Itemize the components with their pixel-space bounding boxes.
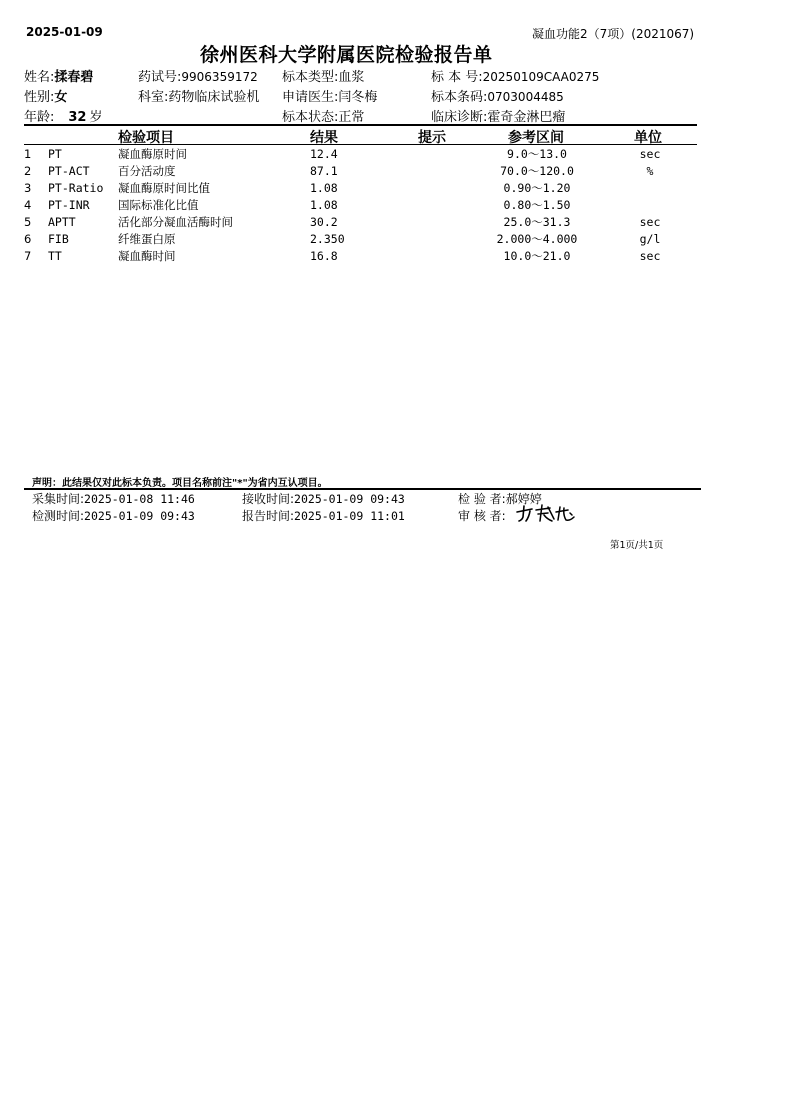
report-title: 徐州医科大学附属医院检验报告单 [200, 44, 493, 66]
specimen-state: 正常 [338, 110, 365, 125]
header-unit: 单位 [634, 130, 662, 146]
specimen-no-label: 标 本 号: [431, 70, 483, 85]
patient-name-label: 姓名: [24, 70, 55, 85]
row-result: 16.8 [310, 249, 338, 263]
row-item-name: 纤维蛋白原 [118, 232, 176, 246]
inspector: 郝婷婷 [505, 492, 542, 506]
dept-field [138, 86, 259, 105]
patient-name-field [24, 66, 93, 85]
patient-sex: 女 [54, 90, 68, 105]
dept: 药物临床试验机 [168, 90, 260, 105]
report-time-label: 报告时间: [242, 509, 295, 523]
test-time: 2025-01-09 09:43 [84, 509, 195, 523]
test-time-label: 检测时间: [32, 509, 85, 523]
diagnosis: 霍奇金淋巴瘤 [487, 110, 566, 125]
doctor-field [282, 86, 377, 105]
row-index: 6 [24, 232, 32, 246]
row-result: 12.4 [310, 147, 338, 161]
row-index: 7 [24, 249, 32, 263]
print-date: 2025-01-09 [26, 25, 103, 39]
row-item-name: 百分活动度 [118, 164, 176, 178]
test-time-field [32, 507, 195, 524]
row-code: TT [48, 249, 62, 263]
table-row [0, 163, 788, 180]
trial-no-label: 药试号: [138, 70, 182, 85]
row-unit: sec [639, 249, 661, 263]
row-code: PT-INR [48, 198, 90, 212]
row-index: 5 [24, 215, 32, 229]
barcode-field [431, 86, 564, 105]
panel-info: 凝血功能2（7项）(2021067) [532, 27, 695, 41]
row-reference: 0.80～1.50 [503, 198, 571, 212]
specimen-no: 20250109CAA0275 [482, 70, 600, 84]
row-code: APTT [48, 215, 76, 229]
table-row [0, 197, 788, 214]
trial-no: 9906359172 [181, 70, 258, 84]
receive-time: 2025-01-09 09:43 [294, 492, 405, 506]
specimen-type-field [282, 66, 364, 85]
table-row [0, 146, 788, 163]
row-index: 3 [24, 181, 32, 195]
row-result: 87.1 [310, 164, 338, 178]
patient-sex-label: 性别: [24, 90, 55, 105]
patient-age-label: 年龄: [24, 110, 55, 125]
collect-time: 2025-01-08 11:46 [84, 492, 195, 506]
row-result: 1.08 [310, 181, 338, 195]
dept-label: 科室: [138, 90, 169, 105]
header-hint: 提示 [418, 130, 446, 146]
table-row [0, 214, 788, 231]
row-reference: 70.0～120.0 [500, 164, 574, 178]
row-code: PT [48, 147, 62, 161]
receive-time-field [242, 490, 405, 507]
row-reference: 0.90～1.20 [503, 181, 571, 195]
table-row [0, 180, 788, 197]
row-reference: 2.000～4.000 [496, 232, 578, 246]
row-index: 1 [24, 147, 32, 161]
row-unit: sec [639, 147, 661, 161]
row-index: 4 [24, 198, 32, 212]
patient-name: 揉春碧 [54, 70, 94, 85]
statement: 声明：此结果仅对此标本负责。项目名称前注"*"为省内互认项目。 [32, 478, 328, 489]
row-result: 2.350 [310, 232, 345, 246]
specimen-state-field [282, 106, 364, 125]
row-item-name: 凝血酶原时间比值 [118, 181, 210, 195]
row-item-name: 活化部分凝血活酶时间 [118, 215, 233, 229]
header-item: 检验项目 [118, 130, 174, 146]
specimen-no-field [431, 66, 599, 85]
row-reference: 10.0～21.0 [503, 249, 571, 263]
barcode: 0703004485 [487, 90, 564, 104]
patient-sex-field [24, 86, 67, 105]
doctor-label: 申请医生: [282, 90, 339, 105]
table-header-divider [24, 144, 697, 145]
row-code: PT-ACT [48, 164, 90, 178]
row-unit: g/l [639, 232, 661, 246]
header-reference: 参考区间 [508, 130, 564, 146]
row-reference: 9.0～13.0 [507, 147, 567, 161]
table-row [0, 231, 788, 248]
table-row [0, 248, 788, 265]
report-time-field [242, 507, 405, 524]
inspector-label: 检 验 者: [458, 492, 506, 506]
patient-age-field [24, 106, 103, 125]
reviewer-field [458, 507, 506, 524]
row-code: FIB [48, 232, 69, 246]
row-item-name: 国际标准化比值 [118, 198, 199, 212]
trial-no-field [138, 66, 258, 85]
report-time: 2025-01-09 11:01 [294, 509, 405, 523]
row-index: 2 [24, 164, 32, 178]
reviewer-signature [514, 503, 580, 523]
receive-time-label: 接收时间: [242, 492, 295, 506]
row-reference: 25.0～31.3 [503, 215, 571, 229]
doctor: 闫冬梅 [338, 90, 378, 105]
row-code: PT-Ratio [48, 181, 104, 195]
row-result: 30.2 [310, 215, 338, 229]
row-item-name: 凝血酶时间 [118, 249, 176, 263]
diagnosis-label: 临床诊断: [431, 110, 488, 125]
row-unit: % [646, 164, 654, 178]
collect-time-field [32, 490, 195, 507]
row-unit: sec [639, 215, 661, 229]
row-item-name: 凝血酶原时间 [118, 147, 187, 161]
page-info: 第1页/共1页 [610, 540, 664, 551]
patient-age: 32 [68, 110, 87, 125]
collect-time-label: 采集时间: [32, 492, 85, 506]
barcode-label: 标本条码: [431, 90, 488, 105]
table-top-divider [24, 124, 697, 126]
diagnosis-field [431, 106, 565, 125]
patient-age-unit: 岁 [89, 110, 103, 125]
specimen-type: 血浆 [338, 70, 365, 85]
row-result: 1.08 [310, 198, 338, 212]
reviewer-label: 审 核 者: [458, 509, 506, 523]
specimen-state-label: 标本状态: [282, 110, 339, 125]
header-result: 结果 [310, 130, 338, 146]
specimen-type-label: 标本类型: [282, 70, 339, 85]
